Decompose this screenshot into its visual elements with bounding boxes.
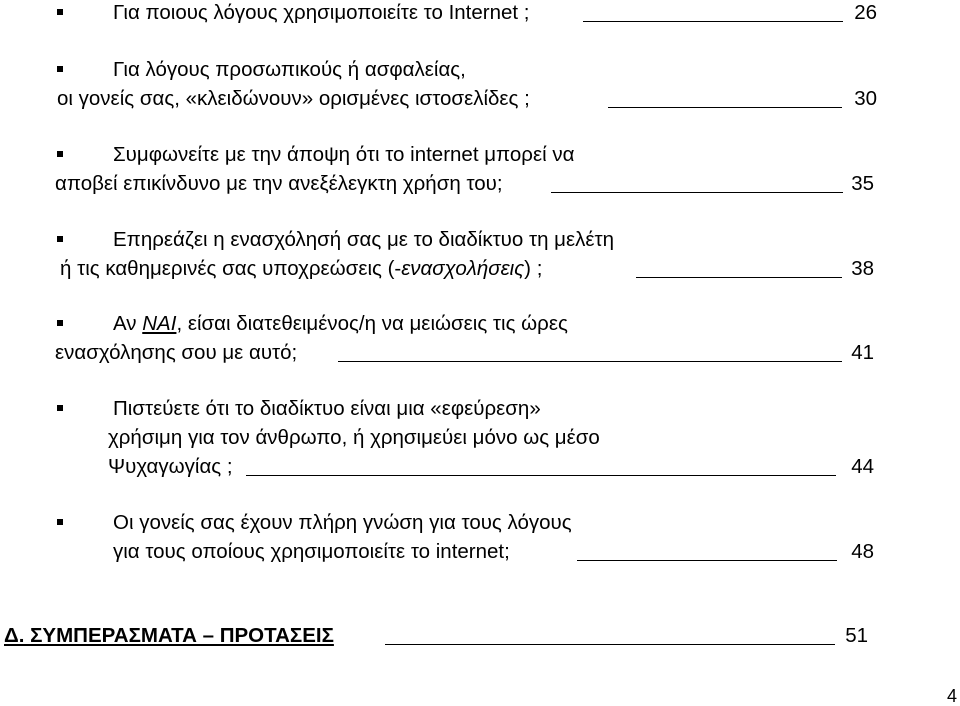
entry-1-leader — [583, 21, 843, 22]
footer-page-number: 4 — [946, 686, 957, 706]
entry-3-line-2: αποβεί επικίνδυνο με την ανεξέλεγκτη χρήση του; — [55, 172, 503, 195]
entry-6-leader — [246, 475, 836, 476]
entry-3-page: 35 — [851, 172, 874, 195]
entry-7-line-2: για τους οποίους χρησιμοποιείτε το internet; — [113, 540, 510, 563]
bullet-icon — [57, 519, 63, 525]
bullet-icon — [57, 66, 63, 72]
entry-2-leader — [608, 107, 842, 108]
entry-4-line-2 — [60, 259, 542, 280]
entry-1-page: 26 — [854, 1, 877, 24]
entry-7-leader — [577, 560, 837, 561]
bullet-icon — [57, 236, 63, 242]
bullet-icon — [57, 320, 63, 326]
entry-4-page: 38 — [851, 257, 874, 280]
bullet-icon — [57, 151, 63, 157]
entry-6-line-3: Ψυχαγωγίας ; — [108, 455, 233, 478]
section-heading: Δ. ΣΥΜΠΕΡΑΣΜΑΤΑ – ΠΡΟΤΑΣΕΙΣ — [4, 624, 334, 647]
entry-7-page: 48 — [851, 540, 874, 563]
entry-7-line-1: Οι γονείς σας έχουν πλήρη γνώση για τους λόγους — [113, 511, 572, 534]
bullet-icon — [57, 405, 63, 411]
entry-2-line-1: Για λόγους προσωπικούς ή ασφαλείας, — [113, 58, 466, 81]
section-page: 51 — [845, 624, 868, 647]
entry-5-line-1-tail: , είσαι διατεθειμένος/η να μειώσεις τις ώρες — [176, 312, 568, 335]
entry-4-line-2-tail: ) ; — [524, 257, 543, 280]
entry-5-line-1 — [113, 314, 568, 335]
entry-6-page: 44 — [851, 455, 874, 478]
entry-5-leader — [338, 361, 842, 362]
entry-6-line-1: Πιστεύετε ότι το διαδίκτυο είναι μια «εφεύρεση» — [113, 397, 541, 420]
entry-4-line-2-italic: ενασχολήσεις — [401, 257, 525, 280]
entry-6-line-2: χρήσιμη για τον άνθρωπο, ή χρησιμεύει μόνο ως μέσο — [108, 426, 600, 449]
entry-5-line-2: ενασχόλησης σου με αυτό; — [55, 341, 298, 364]
bullet-icon — [57, 9, 63, 15]
entry-5-line-1-emphasis: ΝΑΙ — [142, 312, 177, 335]
entry-1-line-1: Για ποιους λόγους χρησιμοποιείτε το Internet ; — [113, 1, 530, 24]
entry-4-leader — [636, 277, 842, 278]
entry-2-line-2: οι γονείς σας, «κλειδώνουν» ορισμένες ιστοσελίδες ; — [57, 87, 530, 110]
entry-5-page: 41 — [851, 341, 874, 364]
entry-4-line-1: Επηρεάζει η ενασχόλησή σας με το διαδίκτυο τη μελέτη — [113, 228, 615, 251]
entry-2-page: 30 — [854, 87, 877, 110]
entry-3-line-1: Συμφωνείτε με την άποψη ότι το internet μπορεί να — [113, 143, 575, 166]
entry-3-leader — [551, 192, 843, 193]
entry-5-line-1-text: Αν — [113, 312, 143, 335]
entry-4-line-2-text: ή τις καθημερινές σας υποχρεώσεις (- — [60, 257, 402, 280]
section-leader — [385, 644, 835, 645]
